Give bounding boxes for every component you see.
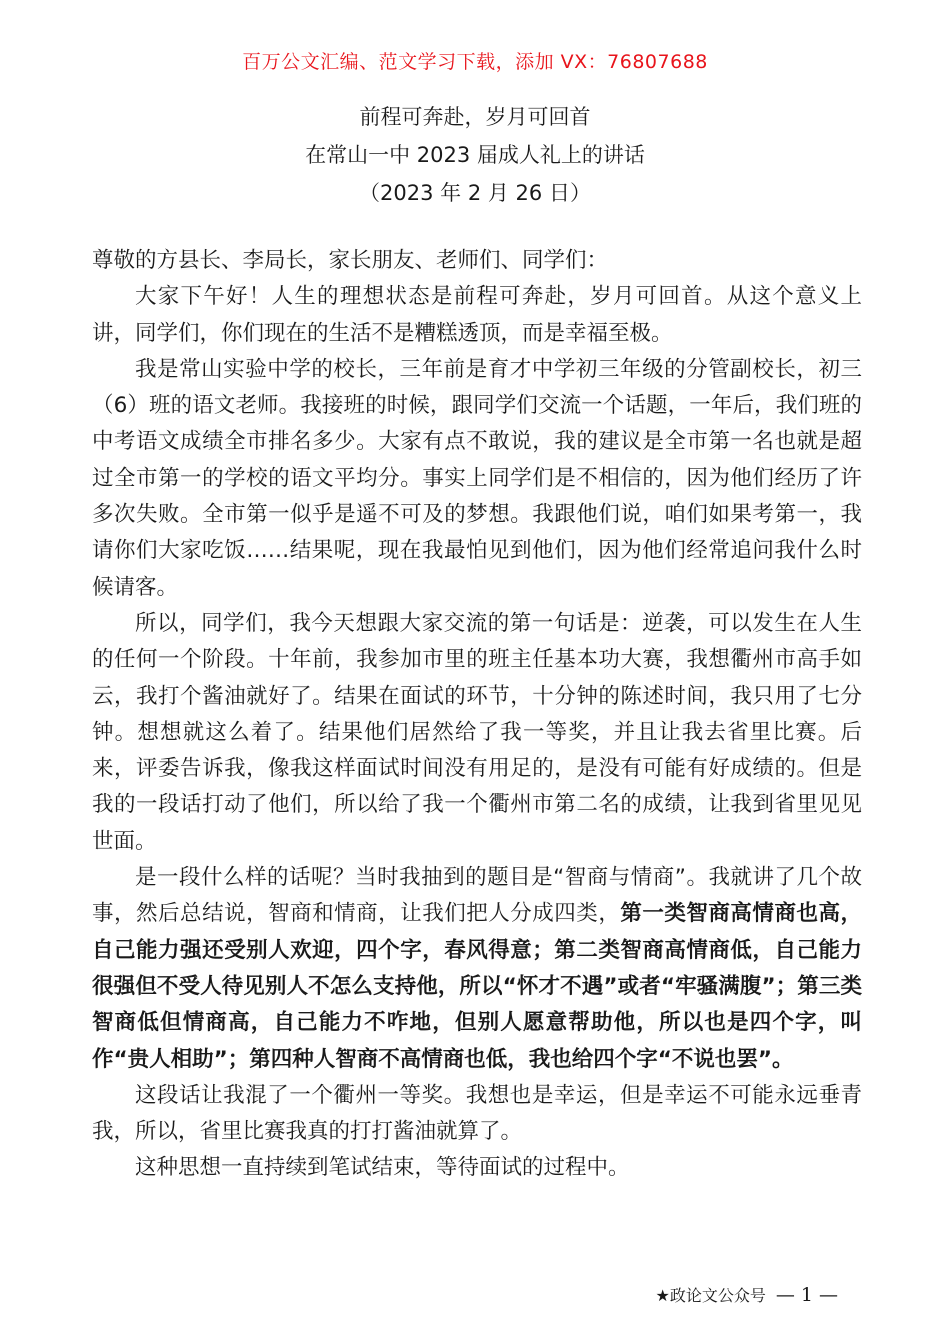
- header-banner: 百万公文汇编、范文学习下载，添加 VX：76807688: [242, 51, 708, 73]
- title-block: [0, 98, 950, 212]
- page-subtitle: 在常山一中 2023 届成人礼上的讲话: [305, 143, 645, 167]
- page-title: 前程可奔赴，岁月可回首: [359, 105, 591, 129]
- paragraph-3: 所以，同学们，我今天想跟大家交流的第一句话是：逆袭，可以发生在人生的任何一个阶段。十年前，我参加市里的班主任基本功大赛，我想衢州市高手如云，我打个酱油就好了。结果在面试的环节，十分钟的陈述时间，我只用了七分钟。想想就这么着了。结果他们居然给了我一等奖，并且让我去省里比赛。后来，评委告诉我，像我这样面试时间没有用足的，是没有可能有好成绩的。但是我的一段话打动了他们，所以给了我一个衢州市第二名的成绩，让我到省里见见世面。: [92, 610, 862, 854]
- paragraph-6: 这种思想一直持续到笔试结束，等待面试的过程中。: [135, 1155, 630, 1181]
- speech-body: [92, 243, 862, 1187]
- footer-source: ★政论文公众号: [655, 1286, 766, 1305]
- page-footer: [655, 1283, 838, 1306]
- paragraph-5: 这段话让我混了一个衢州一等奖。我想也是幸运，但是幸运不可能永远垂青我，所以，省里比赛我真的打打酱油就算了。: [92, 1082, 862, 1145]
- paragraph-4: [92, 860, 862, 1078]
- paragraph-4-bold: 第一类智商高情商也高，自己能力强还受别人欢迎，四个字，春风得意；第二类智商高情商低，自己能力很强但不受人待见别人不怎么支持他，所以“怀才不遇”或者“牢骚满腹”；第三类智商低但情商高，自己能力不咋地，但别人愿意帮助他，所以也是四个字，叫作“贵人相助”；第四种人智商不高情商也低，我也给四个字“不说也罢”。: [92, 901, 862, 1072]
- speech-date: （2023 年 2 月 26 日）: [359, 181, 591, 205]
- paragraph-2: 我是常山实验中学的校长，三年前是育才中学初三年级的分管副校长，初三（6）班的语文老师。我接班的时候，跟同学们交流一个话题，一年后，我们班的中考语文成绩全市排名多少。大家有点不敢说，我的建议是全市第一名也就是超过全市第一的学校的语文平均分。事实上同学们是不相信的，因为他们经历了许多次失败。全市第一似乎是遥不可及的梦想。我跟他们说，咱们如果考第一，我请你们大家吃饭……结果呢，现在我最怕见到他们，因为他们经常追问我什么时候请客。: [92, 356, 862, 600]
- paragraph-4-plain: 是一段什么样的话呢？当时我抽到的题目是“智商与情商”。我就讲了几个故事，然后总结说，智商和情商，让我们把人分成四类，: [92, 865, 862, 927]
- page-number: — 1 —: [775, 1283, 838, 1306]
- paragraph-1: 大家下午好！人生的理想状态是前程可奔赴，岁月可回首。从这个意义上讲，同学们，你们现在的生活不是糟糕透顶，而是幸福至极。: [92, 284, 862, 346]
- salutation: 尊敬的方县长、李局长，家长朋友、老师们、同学们：: [92, 248, 609, 273]
